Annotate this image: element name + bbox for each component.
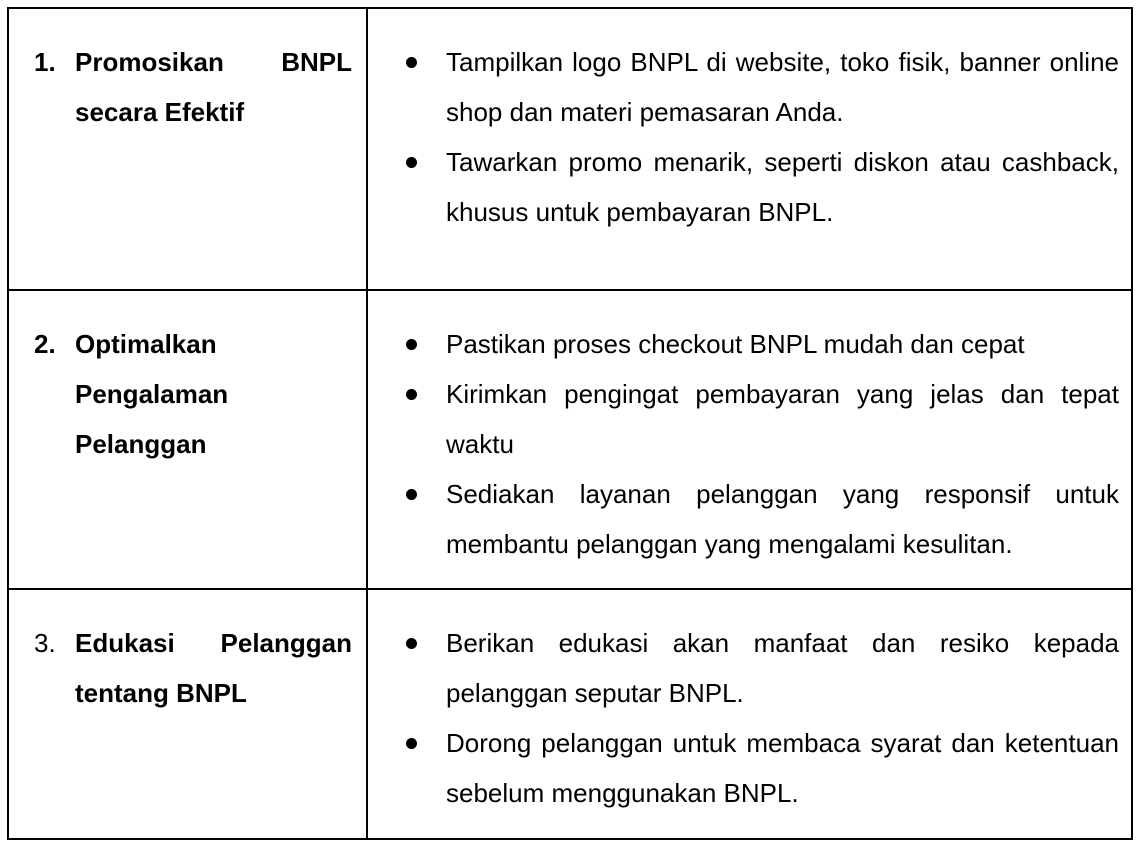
row-number: 2. xyxy=(34,329,56,359)
list-item xyxy=(384,469,1119,569)
bullet-icon xyxy=(406,339,417,350)
list-item xyxy=(384,718,1119,818)
bullet-icon xyxy=(406,57,417,68)
row-title: Edukasi Pelanggan tentang BNPL xyxy=(75,628,352,708)
table-row xyxy=(9,590,1131,838)
row-title-cell xyxy=(34,319,354,469)
strategy-table xyxy=(7,7,1133,840)
row-title: Promosikan BNPL secara Efektif xyxy=(75,47,352,127)
column-divider xyxy=(366,590,368,838)
bullet-text: Kirimkan pengingat pembayaran yang jelas dan tepat waktu xyxy=(446,379,1119,459)
row-title: Optimalkan Pengalaman Pelanggan xyxy=(75,329,229,459)
bullet-icon xyxy=(406,157,417,168)
bullet-text: Dorong pelanggan untuk membaca syarat dan ketentuan sebelum menggunakan BNPL. xyxy=(446,728,1119,808)
bullet-icon xyxy=(406,489,417,500)
column-divider xyxy=(366,9,368,289)
row-bullets-cell xyxy=(384,319,1119,569)
bullet-text: Tawarkan promo menarik, seperti diskon atau cashback, khusus untuk pembayaran BNPL. xyxy=(446,147,1119,227)
bullet-icon xyxy=(406,638,417,649)
table-row xyxy=(9,9,1131,291)
row-number: 1. xyxy=(34,47,56,77)
row-bullets-cell xyxy=(384,37,1119,237)
list-item xyxy=(384,137,1119,237)
list-item xyxy=(384,37,1119,137)
row-bullets-cell xyxy=(384,618,1119,818)
bullet-text: Pastikan proses checkout BNPL mudah dan cepat xyxy=(446,329,1025,359)
list-item xyxy=(384,319,1119,369)
list-item xyxy=(384,618,1119,718)
bullet-text: Tampilkan logo BNPL di website, toko fisik, banner online shop dan materi pemasaran Anda. xyxy=(446,47,1119,127)
list-item xyxy=(384,369,1119,469)
row-title-cell xyxy=(34,618,354,718)
row-number: 3. xyxy=(34,628,56,658)
row-title-cell xyxy=(34,37,354,137)
bullet-text: Berikan edukasi akan manfaat dan resiko kepada pelanggan seputar BNPL. xyxy=(446,628,1119,708)
bullet-icon xyxy=(406,389,417,400)
column-divider xyxy=(366,291,368,588)
bullet-icon xyxy=(406,738,417,749)
table-row xyxy=(9,291,1131,590)
bullet-text: Sediakan layanan pelanggan yang responsif untuk membantu pelanggan yang mengalami kesulitan. xyxy=(446,479,1119,559)
